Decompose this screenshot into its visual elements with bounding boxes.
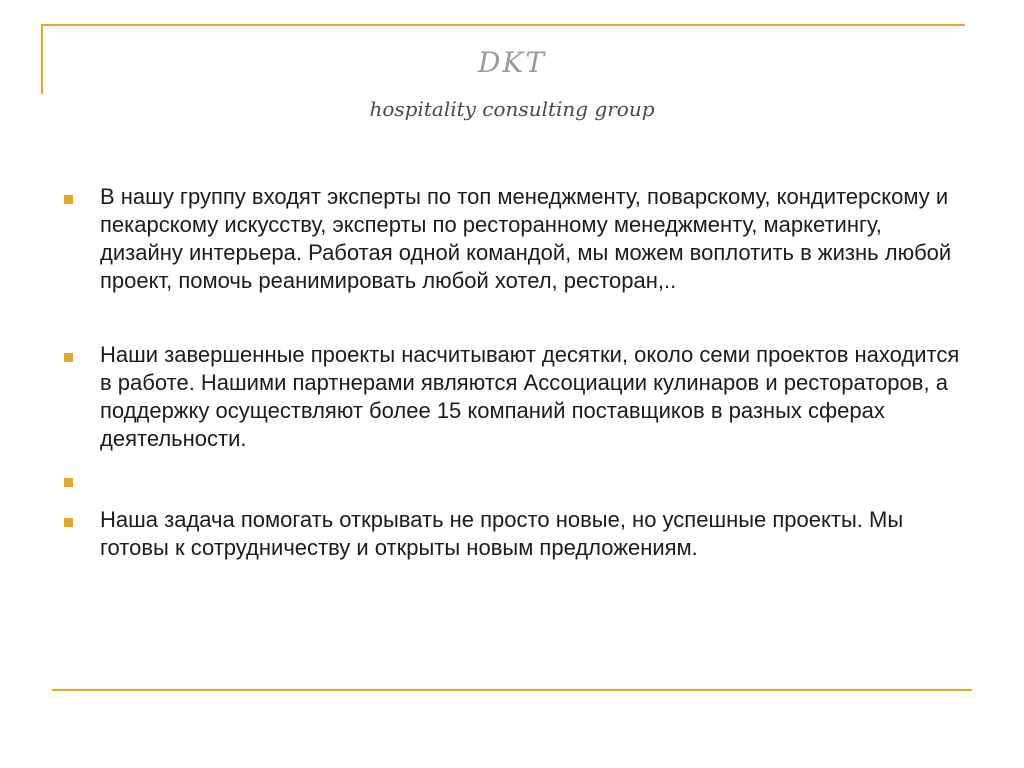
bullet-item-experts bbox=[62, 183, 962, 295]
bullet-item-projects bbox=[62, 341, 962, 453]
top-border-line bbox=[41, 24, 965, 26]
square-bullet-icon bbox=[64, 195, 73, 204]
bullet-text: Наша задача помогать открывать не просто новые, но успешные проекты. Мы готовы к сотрудничеству и открыты новым предложениям. bbox=[100, 507, 904, 560]
square-bullet-icon bbox=[64, 478, 73, 487]
bullet-text: В нашу группу входят эксперты по топ менеджменту, поварскому, кондитерскому и пекарскому искусству, эксперты по ресторанному менеджменту, маркетингу, дизайну интерьера. Работая одной командой, мы можем воплотить в жизнь любой проект, помочь реанимировать любой хотел, ресторан,.. bbox=[100, 184, 952, 293]
brand-tagline: hospitality consulting group bbox=[369, 97, 655, 121]
bullet-text: Наши завершенные проекты насчитывают десятки, около семи проектов находится в работе. Нашими партнерами являются Ассоциации кулинаров и рестораторов, а поддержку осуществляют более 15 компаний поставщиков в разных сферах деятельности. bbox=[100, 342, 960, 451]
square-bullet-icon bbox=[64, 518, 73, 527]
bullet-item-empty bbox=[62, 466, 962, 494]
brand-header bbox=[0, 46, 1024, 122]
bottom-border-line bbox=[52, 689, 972, 691]
bullet-list bbox=[62, 183, 962, 562]
square-bullet-icon bbox=[64, 353, 73, 362]
brand-logo-text: DKT bbox=[477, 46, 547, 79]
bullet-item-mission bbox=[62, 506, 962, 562]
